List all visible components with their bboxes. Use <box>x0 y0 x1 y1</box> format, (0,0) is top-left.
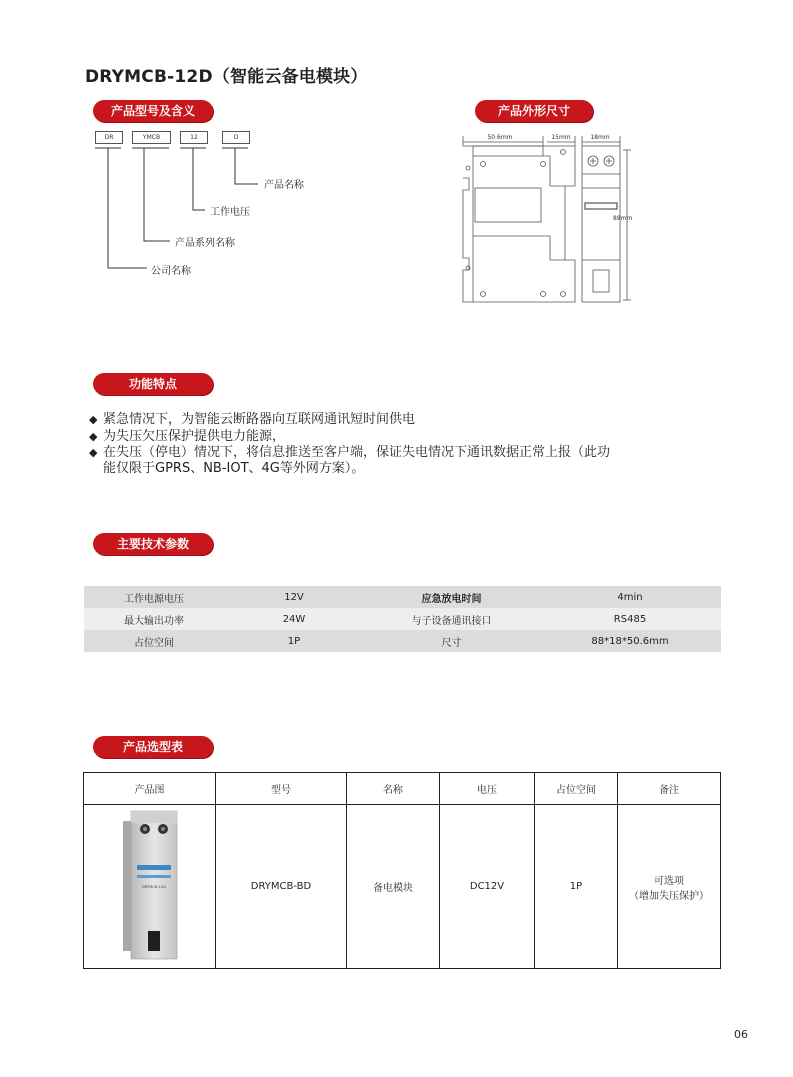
dim-label-height: 88mm <box>613 215 633 222</box>
product-device-label: DRYMCB-12D <box>141 885 166 889</box>
code-box-company: DR <box>95 131 123 144</box>
table-row <box>84 805 721 969</box>
section-badge-features: 功能特点 <box>93 373 213 395</box>
feature-item: ◆ 在失压（停电）情况下，将信息推送至客户端，保证失电情况下通讯数据正常上报（此功 <box>89 445 611 460</box>
diamond-bullet-icon: ◆ <box>89 413 98 426</box>
dimension-drawing <box>455 128 645 308</box>
code-box-series: YMCB <box>132 131 171 144</box>
diamond-bullet-icon: ◆ <box>89 446 98 459</box>
section-badge-model-meaning: 产品型号及含义 <box>93 100 213 122</box>
tech-params-table <box>84 586 721 652</box>
code-box-product: D <box>222 131 250 144</box>
model-cell: DRYMCB-BD <box>216 805 347 969</box>
page-title: DRYMCB-12D（智能云备电模块） <box>85 67 368 87</box>
code-label-series: 产品系列名称 <box>175 238 235 249</box>
product-image <box>115 807 185 963</box>
feature-item-continued: 能仅限于GPRS、NB-IOT、4G等外网方案）。 <box>103 461 365 476</box>
table-header-row: 产品图 型号 名称 电压 占位空间 备注 <box>84 773 721 805</box>
diamond-bullet-icon: ◆ <box>89 430 98 443</box>
table-row: 占位空间 1P 尺寸 88*18*50.6mm <box>84 630 721 652</box>
dim-label-w2: 15mm <box>551 134 571 141</box>
dim-label-w1: 50.6mm <box>487 134 513 141</box>
dim-label-w3: 18mm <box>590 134 610 141</box>
feature-item: ◆ 为失压欠压保护提供电力能源， <box>89 429 286 444</box>
feature-item: ◆ 紧急情况下，为智能云断路器向互联网通讯短时间供电 <box>89 412 416 427</box>
model-code-lines <box>0 0 320 290</box>
code-label-company: 公司名称 <box>151 266 191 277</box>
voltage-cell: DC12V <box>440 805 535 969</box>
product-image-cell <box>84 805 216 969</box>
selection-table <box>83 772 721 969</box>
section-badge-dimensions: 产品外形尺寸 <box>475 100 593 122</box>
code-box-voltage: 12 <box>180 131 208 144</box>
section-badge-tech-params: 主要技术参数 <box>93 533 213 555</box>
code-label-voltage: 工作电压 <box>210 207 250 218</box>
code-label-product-name: 产品名称 <box>264 180 304 191</box>
remark-line: 可选项 <box>654 875 684 887</box>
remark-cell <box>618 805 721 969</box>
remark-line: （增加失压保护） <box>629 890 709 902</box>
space-cell: 1P <box>535 805 618 969</box>
section-badge-selection: 产品选型表 <box>93 736 213 758</box>
table-row: 工作电源电压 12V 应急放电时间 4min <box>84 586 721 608</box>
page-number: 06 <box>734 1028 748 1041</box>
name-cell: 备电模块 <box>347 805 440 969</box>
table-row: 最大输出功率 24W 与子设备通讯接口 RS485 <box>84 608 721 630</box>
